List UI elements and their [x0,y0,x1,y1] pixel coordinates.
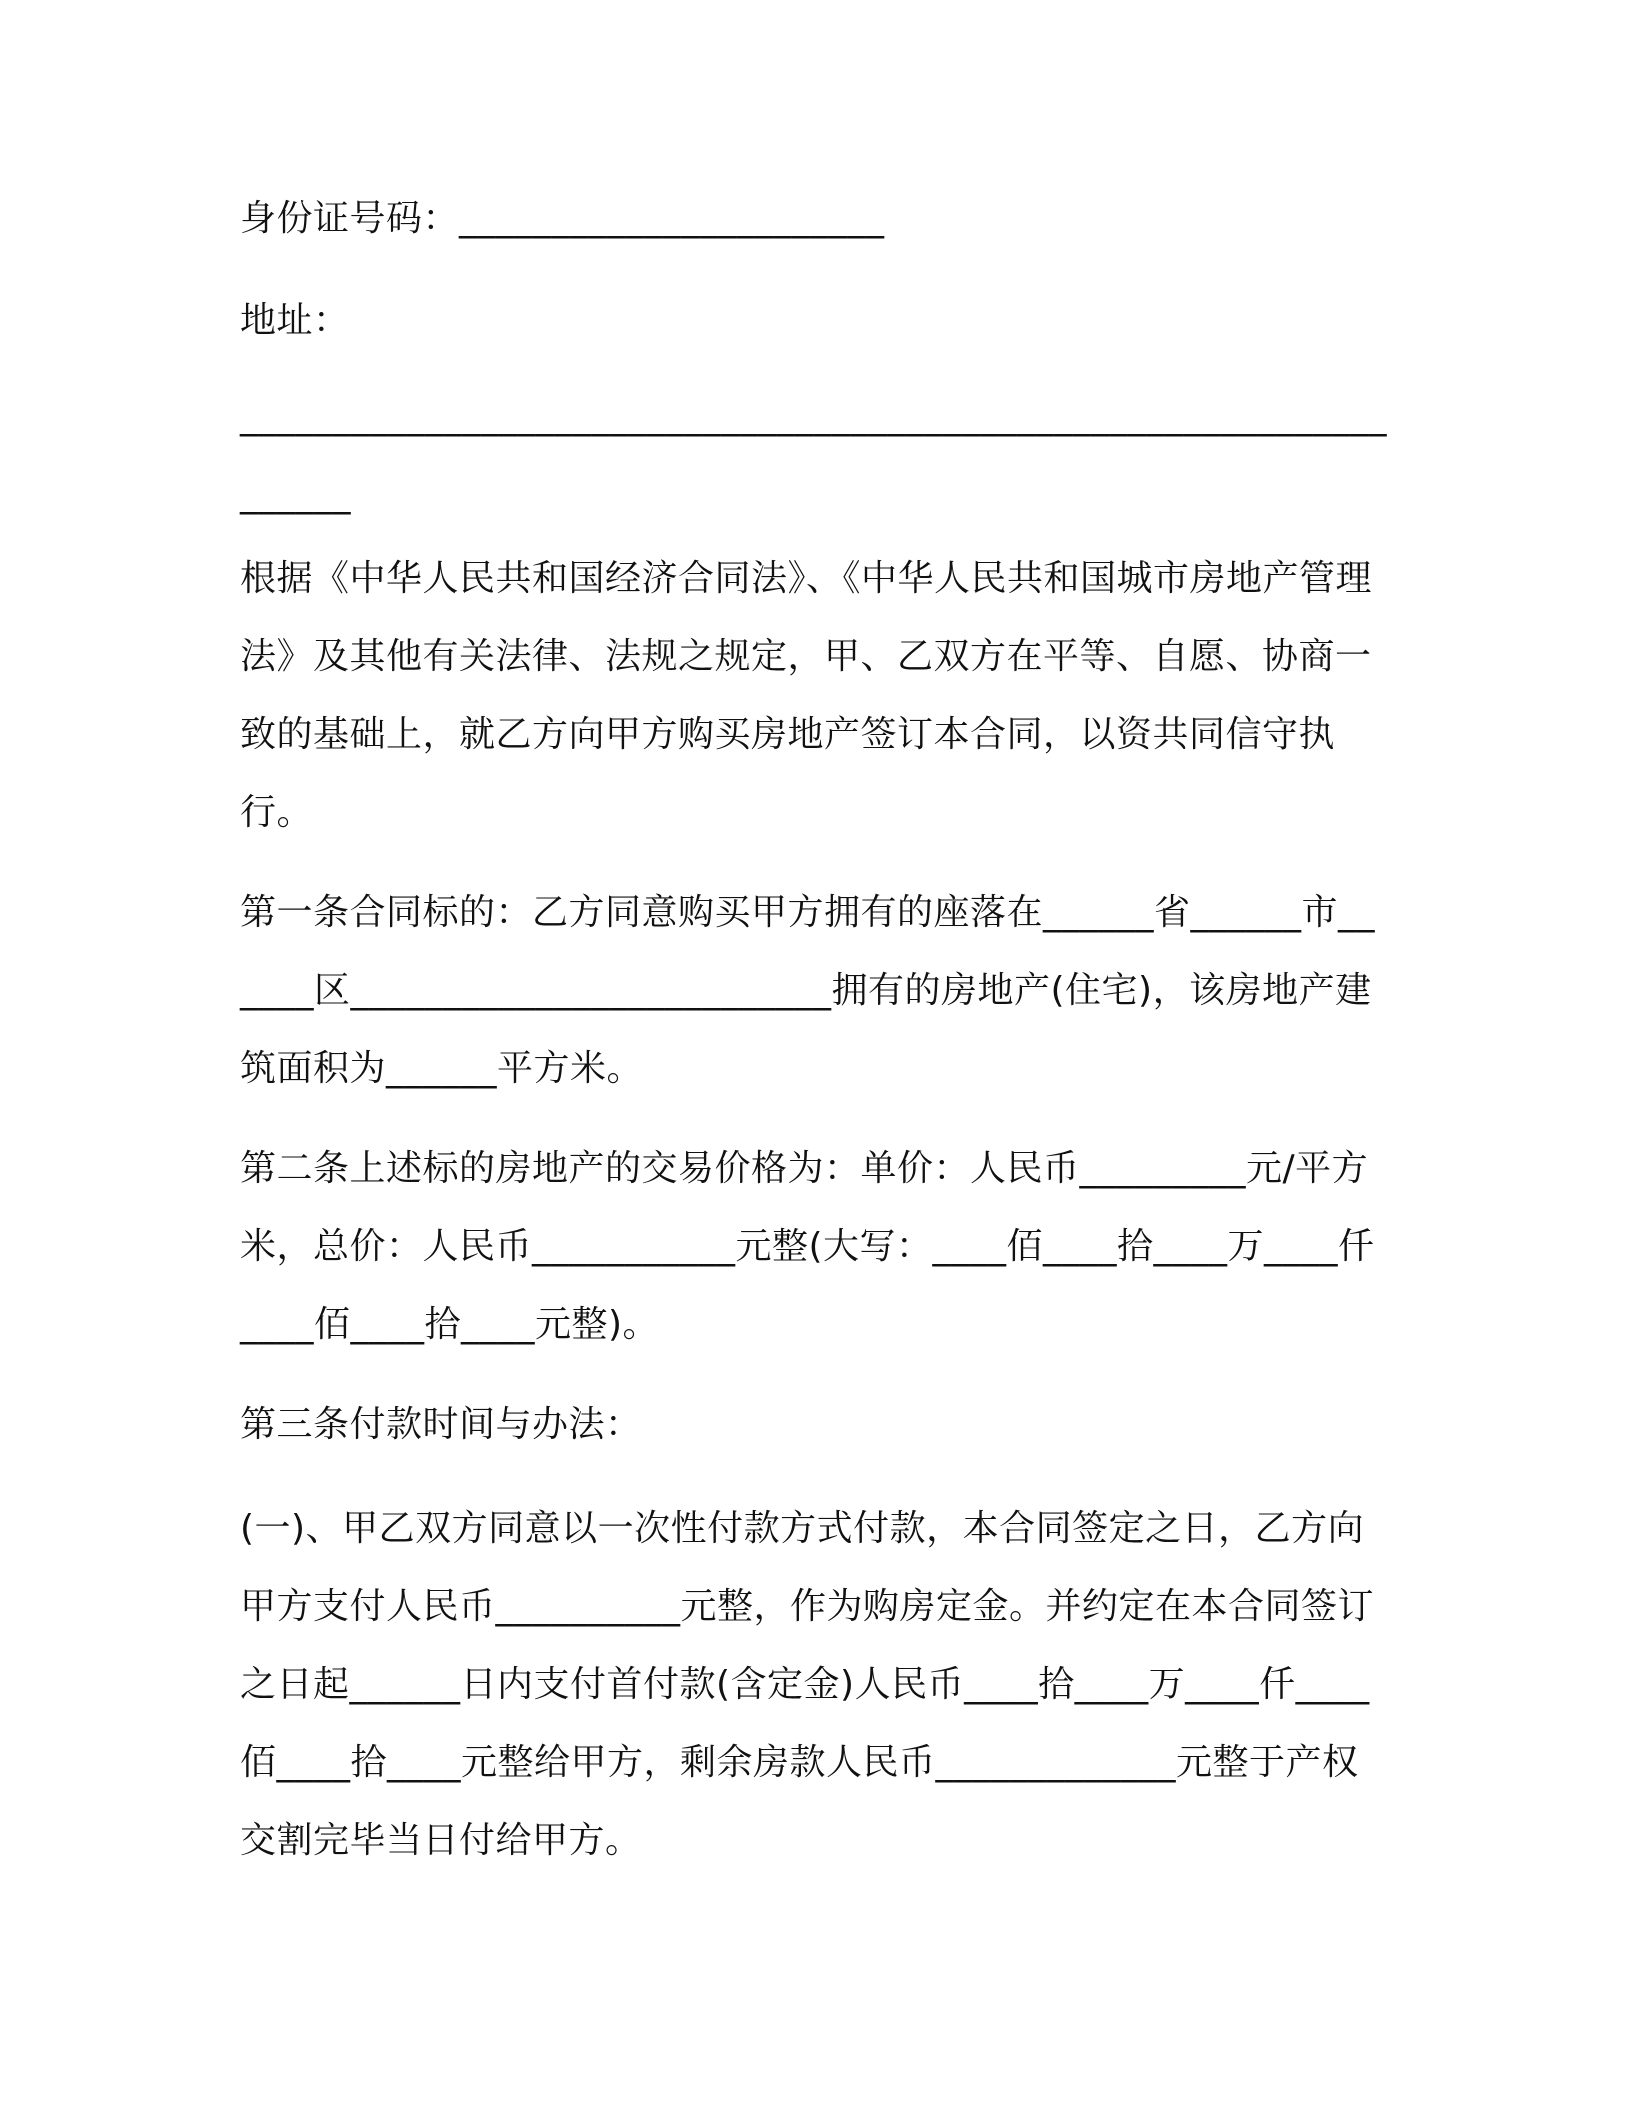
legal-basis-paragraph: 根据《中华人民共和国经济合同法》、《中华人民共和国城市房地产管理法》及其他有关法律、法规之规定，甲、乙双方在平等、自愿、协商一致的基础上，就乙方向甲方购买房地产签订本合同，以资共同信守执行。 [240,558,1373,833]
id-number-line: 身份证号码：_______________________ [240,198,885,239]
address-label: 地址： [240,300,350,341]
article-3-title: 第三条付款时间与办法： [240,1404,642,1445]
article-1-paragraph: 第一条合同标的：乙方同意购买甲方拥有的座落在______省______市______区__________________________拥有的房地产(住宅)，该房地产建筑面积为______平方米。 [240,892,1376,1089]
article-3-item-1-paragraph: (一)、甲乙双方同意以一次性付款方式付款，本合同签定之日，乙方向甲方支付人民币__________元整，作为购房定金。并约定在本合同签订之日起______日内支付首付款(含定金)人民币____拾____万____仟____佰____拾____元整给甲方，剩余房款人民币_____________元整于产权交割完毕当日付给甲方。 [240,1508,1375,1861]
address-blank: ____________________________________________________________________ [240,396,1387,515]
article-2-paragraph: 第二条上述标的房地产的交易价格为：单价：人民币_________元/平方米，总价：人民币___________元整(大写：____佰____拾____万____仟____佰____拾____元整)。 [240,1148,1375,1345]
